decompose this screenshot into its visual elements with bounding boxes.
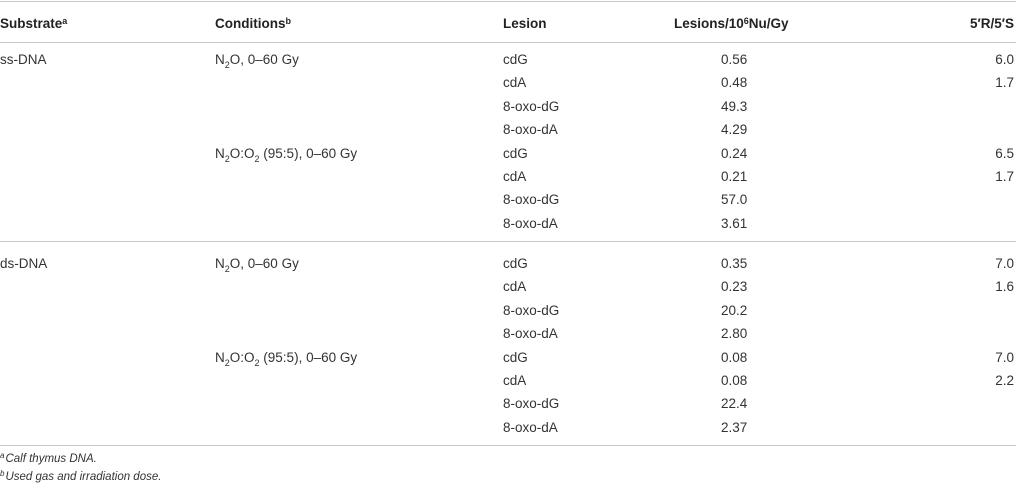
gas-a-subscript: 2 (224, 357, 230, 368)
gas-b-rest: (95:5) (259, 145, 299, 161)
lesions-value-cell: 0.08 (721, 349, 748, 365)
gas-b-subscript: 2 (254, 153, 260, 164)
lesions-value-cell: 49.3 (721, 98, 748, 114)
header-substrate-label: Substrate (0, 16, 63, 31)
conditions-cell (215, 146, 357, 163)
lesions-value-cell: 0.56 (721, 52, 748, 67)
footnote-b (0, 471, 161, 483)
lesions-value-cell: 0.23 (721, 279, 748, 295)
ratio-cell: 1.7 (995, 169, 1014, 184)
header-lesions-per-dose (674, 16, 789, 32)
lesion-cell: cdG (503, 145, 528, 161)
substrate-cell: ds-DNA (0, 256, 48, 271)
group-separator-rule (0, 241, 1016, 242)
conditions-cell (215, 52, 299, 69)
ratio-cell: 1.7 (995, 75, 1014, 91)
gas-a-subscript: 2 (224, 153, 230, 164)
header-conditions-note: b (285, 16, 291, 26)
lesions-value-cell: 57.0 (721, 192, 748, 208)
lesions-value-cell: 20.2 (721, 302, 748, 318)
lesions-value-cell: 2.80 (721, 326, 748, 342)
lesion-cell: cdA (503, 75, 527, 91)
lesions-value-cell: 3.61 (721, 215, 748, 231)
dose-text: , 0–60 Gy (298, 349, 358, 365)
header-substrate-note: a (62, 16, 68, 26)
lesion-cell: cdG (503, 256, 528, 271)
lesion-cell: cdG (503, 52, 528, 67)
lesion-cell: cdA (503, 169, 527, 184)
lesions-value-cell: 0.48 (721, 75, 748, 91)
header-conditions-label: Conditions (215, 16, 286, 31)
gas-b-subscript: 2 (254, 357, 260, 368)
lesions-value-cell: 0.21 (721, 169, 748, 184)
gas-a: N (215, 145, 225, 161)
gas-a: N (215, 52, 225, 67)
header-lesions-exponent: 6 (743, 16, 749, 26)
lesion-cell: 8-oxo-dG (503, 302, 560, 318)
gas-b-rest: (95:5) (259, 349, 299, 365)
ratio-cell: 2.2 (995, 373, 1014, 388)
table-top-rule (0, 1, 1016, 2)
lesion-cell: 8-oxo-dG (503, 396, 560, 412)
lesion-cell: cdA (503, 279, 527, 295)
dose-text: , 0–60 Gy (298, 145, 358, 161)
lesions-value-cell: 0.24 (721, 145, 748, 161)
gas-a-rest: O:O (229, 145, 255, 161)
lesions-value-cell: 4.29 (721, 122, 748, 138)
lesion-cell: 8-oxo-dG (503, 192, 560, 208)
ratio-cell: 7.0 (995, 256, 1014, 271)
lesion-cell: cdG (503, 349, 528, 365)
lesion-cell: 8-oxo-dG (503, 98, 560, 114)
ratio-cell: 6.5 (995, 145, 1014, 161)
lesions-value-cell: 22.4 (721, 396, 748, 412)
lesions-value-cell: 2.37 (721, 419, 748, 435)
footnote-b-mark: b (0, 469, 5, 478)
substrate-cell: ss-DNA (0, 52, 47, 67)
lesion-cell: 8-oxo-dA (503, 419, 558, 435)
ratio-cell: 6.0 (995, 52, 1014, 67)
header-rule (0, 42, 1016, 43)
footnote-a-mark: a (0, 451, 5, 460)
footnote-a (0, 453, 97, 465)
lesions-value-cell: 0.08 (721, 373, 748, 388)
header-lesions-prefix: Lesions/10 (674, 16, 744, 31)
lesion-cell: cdA (503, 373, 527, 388)
gas-a-rest: O:O (229, 349, 255, 365)
header-substrate (0, 16, 67, 32)
header-conditions (215, 16, 291, 32)
lesion-cell: 8-oxo-dA (503, 326, 558, 342)
gas-a: N (215, 349, 225, 365)
table-bottom-rule (0, 445, 1016, 446)
footnote-a-text: Calf thymus DNA. (5, 453, 97, 465)
gas-a-subscript: 2 (224, 60, 230, 70)
footnote-b-text: Used gas and irradiation dose. (5, 471, 162, 483)
header-ratio: 5′R/5′S (970, 16, 1014, 31)
conditions-cell (215, 350, 357, 367)
gas-a-rest: O (229, 52, 241, 67)
header-lesions-suffix: Nu/Gy (748, 16, 789, 31)
ratio-cell: 1.6 (995, 279, 1014, 295)
ratio-cell: 7.0 (995, 349, 1014, 365)
lesion-cell: 8-oxo-dA (503, 122, 558, 138)
lesions-value-cell: 0.35 (721, 256, 748, 271)
conditions-cell (215, 256, 299, 273)
header-lesion: Lesion (503, 16, 547, 31)
lesion-cell: 8-oxo-dA (503, 215, 558, 231)
gas-a-rest: O (229, 256, 241, 271)
dose-text: , 0–60 Gy (240, 52, 299, 67)
gas-a-subscript: 2 (224, 264, 230, 274)
gas-a: N (215, 256, 225, 271)
dose-text: , 0–60 Gy (240, 256, 299, 271)
